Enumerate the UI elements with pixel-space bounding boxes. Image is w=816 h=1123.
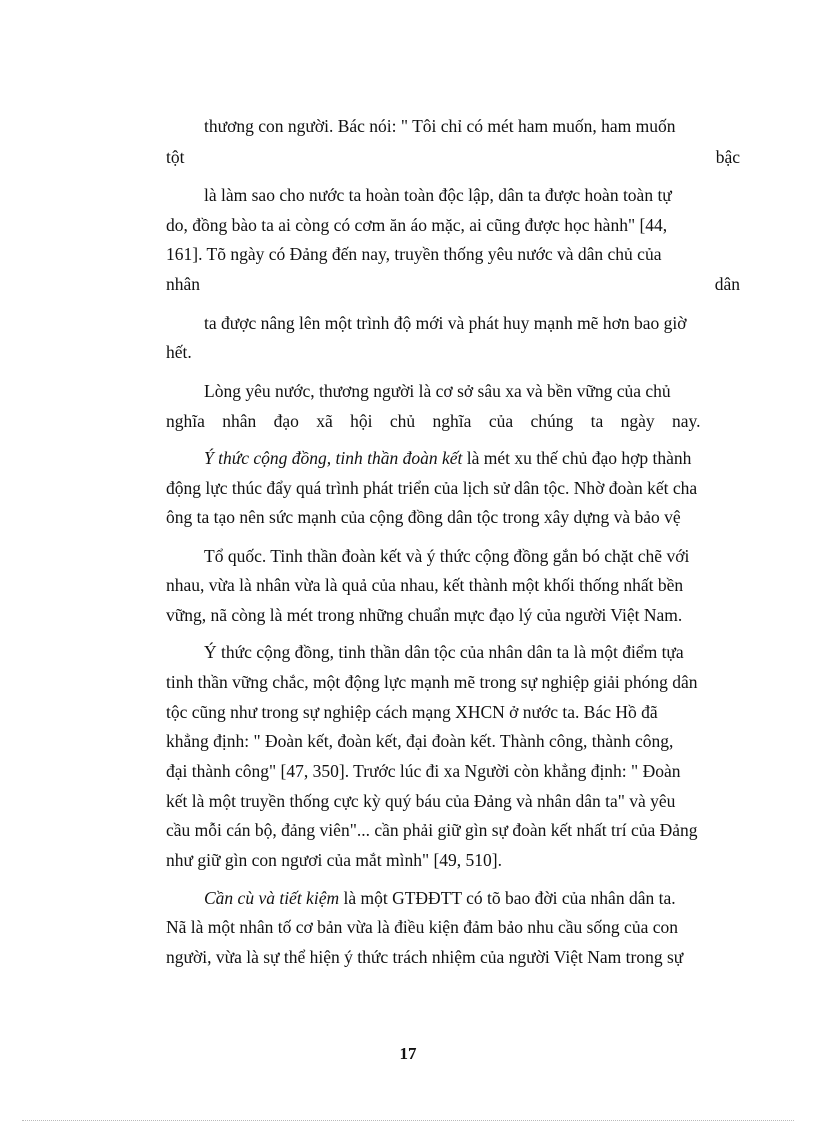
text-line: thương con người. Bác nói: " Tôi chỉ có mét ham muốn, ham muốn	[204, 116, 676, 136]
text-line: vững, nã còng là mét trong những chuẩn mực đạo lý của người Việt Nam.	[166, 605, 683, 625]
text-line: cầu mỗi cán bộ, đảng viên"... cần phải giữ gìn sự đoàn kết nhất trí của Đảng	[166, 820, 698, 840]
text-line: là làm sao cho nước ta hoàn toàn độc lập, dân ta được hoàn toàn tự	[204, 185, 672, 205]
text-line-justified	[166, 146, 740, 168]
text-line: người, vừa là sự thể hiện ý thức trách nhiệm của người Việt Nam trong sự	[166, 947, 684, 967]
text-line: nhau, vừa là nhân vừa là quả của nhau, kết thành một khối thống nhất bền	[166, 575, 684, 595]
page-number: 17	[399, 1044, 417, 1063]
text-run: là mét xu thế chủ đạo hợp thành	[462, 448, 692, 468]
text-line: 161]. Tõ ngày có Đảng đến nay, truyền thống yêu nước và dân chủ của	[166, 244, 662, 264]
text-line: ông ta tạo nên sức mạnh của cộng đồng dân tộc trong xây dựng và bảo vệ	[166, 507, 681, 527]
text-line: Lòng yêu nước, thương người là cơ sở sâu xa và bền vững của chủ	[204, 381, 671, 401]
text-line: Tổ quốc. Tinh thần đoàn kết và ý thức cộng đồng gắn bó chặt chẽ với	[204, 546, 690, 566]
justified-word-left: nhân	[166, 274, 201, 294]
text-line: ta được nâng lên một trình độ mới và phát huy mạnh mẽ hơn bao giờ	[204, 313, 687, 333]
justified-word-left: tột	[166, 147, 185, 167]
text-line: đại thành công" [47, 350]. Trước lúc đi xa Người còn khẳng định: " Đoàn	[166, 761, 681, 781]
text-line: hết.	[166, 342, 192, 362]
text-run: là một GTĐĐTT có tõ bao đời của nhân dân ta.	[339, 888, 676, 908]
text-line	[204, 447, 691, 469]
text-line: khẳng định: " Đoàn kết, đoàn kết, đại đoàn kết. Thành công, thành công,	[166, 731, 674, 751]
italic-phrase: Ý thức cộng đồng, tinh thần đoàn kết	[204, 448, 463, 468]
text-line: như giữ gìn con ngươi của mắt mình" [49, 510].	[166, 850, 502, 870]
italic-phrase: Cần cù và tiết kiệm	[204, 888, 340, 908]
text-line: kết là một truyền thống cực kỳ quý báu của Đảng và nhân dân ta" và yêu	[166, 791, 676, 811]
text-line: động lực thúc đẩy quá trình phát triển của lịch sử dân tộc. Nhờ đoàn kết cha	[166, 478, 698, 498]
text-line	[204, 887, 676, 909]
text-line-justified	[166, 273, 740, 295]
justified-word-right: dân	[714, 274, 740, 294]
text-line: nghĩa nhân đạo xã hội chủ nghĩa của chúng ta ngày nay.	[166, 411, 701, 431]
text-line: tộc cũng như trong sự nghiệp cách mạng XHCN ở nước ta. Bác Hồ đã	[166, 702, 658, 722]
text-line: Nã là một nhân tố cơ bản vừa là điều kiện đảm bảo nhu cầu sống của con	[166, 917, 678, 937]
text-line: Ý thức cộng đồng, tinh thần dân tộc của nhân dân ta là một điểm tựa	[204, 642, 684, 662]
text-line: do, đồng bào ta ai còng có cơm ăn áo mặc, ai cũng được học hành" [44,	[166, 215, 668, 235]
page-bottom-divider	[22, 1120, 794, 1121]
justified-word-right: bậc	[715, 147, 740, 167]
text-line: tinh thần vững chắc, một động lực mạnh mẽ trong sự nghiệp giải phóng dân	[166, 672, 698, 692]
